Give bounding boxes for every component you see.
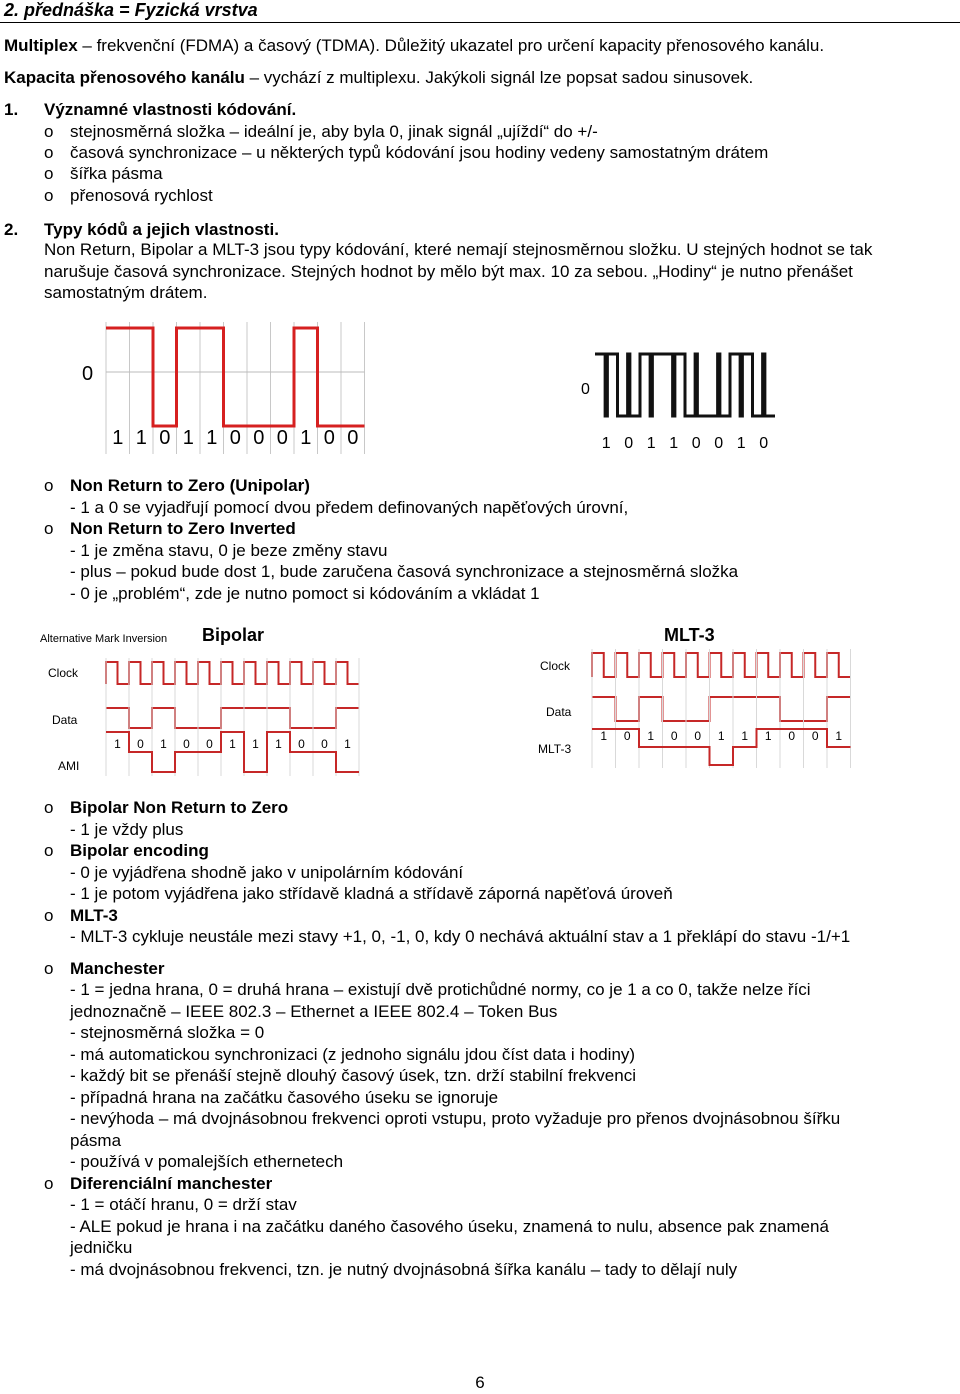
bullet-glyph: o bbox=[44, 186, 54, 205]
bit-label: 0 bbox=[159, 427, 171, 449]
section1-item: časová synchronizace – u některých typů kódování jsou hodiny vedeny samostatným drátem bbox=[70, 143, 769, 162]
section1-number: 1. bbox=[4, 100, 19, 119]
code-line: - 1 a 0 se vyjadřují pomocí dvou předem definovaných napěťových úrovní, bbox=[70, 497, 629, 517]
bullet-glyph: o bbox=[44, 519, 54, 538]
bit-label: 0 bbox=[276, 427, 288, 449]
code-line: jedničku bbox=[70, 1238, 133, 1257]
bit-label: 1 bbox=[182, 427, 194, 449]
bit-label: 0 bbox=[253, 427, 265, 449]
bit-label: 0 bbox=[691, 435, 701, 452]
intro-line1-text: – frekvenční (FDMA) a časový (TDMA). Důležitý ukazatel pro určení kapacity přenosového kanálu. bbox=[77, 36, 825, 55]
bullet-glyph: o bbox=[44, 841, 54, 860]
data-row-label: Data bbox=[52, 713, 78, 727]
bullet-glyph: o bbox=[44, 958, 54, 978]
bullet-glyph: o bbox=[44, 143, 54, 162]
nrzi-waveform-figure bbox=[575, 346, 800, 456]
bullet-glyph: o bbox=[44, 122, 54, 141]
bit-label: 1 bbox=[601, 435, 611, 452]
section2-title: Typy kódů a jejich vlastnosti. bbox=[44, 220, 279, 239]
term-multiplex: Multiplex bbox=[4, 36, 78, 55]
data-signal bbox=[592, 697, 851, 721]
bullet-glyph: o bbox=[44, 905, 54, 925]
section2-line: samostatným drátem. bbox=[44, 283, 208, 302]
clock-row-label: Clock bbox=[48, 666, 79, 680]
mlt3-row-label: MLT-3 bbox=[538, 742, 572, 756]
bit-label: 0 bbox=[694, 729, 702, 743]
bullet-glyph: o bbox=[44, 476, 54, 495]
bit-label: 0 bbox=[183, 737, 190, 751]
bit-label: 1 bbox=[646, 435, 656, 452]
bit-label: 1 bbox=[252, 737, 259, 751]
bit-label: 0 bbox=[321, 737, 328, 751]
bit-label: 1 bbox=[717, 729, 725, 743]
code-title: Non Return to Zero Inverted bbox=[70, 519, 296, 538]
ami-waveform-figure bbox=[36, 628, 396, 778]
bit-label: 1 bbox=[160, 737, 167, 751]
mlt3-waveform-figure bbox=[530, 645, 880, 770]
code-title: Bipolar encoding bbox=[70, 841, 209, 860]
code-title: Diferenciální manchester bbox=[70, 1173, 273, 1193]
bit-label: 1 bbox=[736, 435, 746, 452]
zero-level-label: 0 bbox=[581, 381, 590, 398]
ami-subtitle: Alternative Mark Inversion bbox=[40, 633, 168, 645]
code-line: jednoznačně – IEEE 802.3 – Ethernet a IEEE 802.4 – Token Bus bbox=[70, 1001, 558, 1021]
nrz-waveform-figure bbox=[78, 318, 370, 458]
bit-label: 1 bbox=[600, 729, 608, 743]
bit-label: 0 bbox=[347, 427, 359, 449]
ami-row-label: AMI bbox=[58, 759, 80, 773]
page-title: 2. přednáška = Fyzická vrstva bbox=[4, 0, 258, 20]
page-number: 6 bbox=[475, 1373, 485, 1392]
bullet-glyph: o bbox=[44, 1173, 54, 1193]
clock-signal bbox=[106, 662, 359, 684]
bit-label: 0 bbox=[811, 729, 819, 743]
clock-signal bbox=[592, 653, 851, 677]
data-row-label: Data bbox=[546, 705, 572, 719]
code-line: - MLT-3 cykluje neustále mezi stavy +1, 0, -1, 0, kdy 0 nechává aktuální stav a 1 překlápí do stavu -1/+1 bbox=[70, 927, 851, 946]
zero-level-label: 0 bbox=[82, 363, 94, 385]
mlt3-caption: MLT-3 bbox=[664, 625, 715, 645]
bit-label: 0 bbox=[323, 427, 335, 449]
code-title: Non Return to Zero (Unipolar) bbox=[70, 476, 310, 495]
bit-label: 1 bbox=[741, 729, 749, 743]
section1-item: stejnosměrná složka – ideální je, aby byla 0, jinak signál „ujíždí“ do +/- bbox=[70, 122, 598, 141]
code-line: - stejnosměrná složka = 0 bbox=[70, 1023, 265, 1042]
intro-line-capacity bbox=[4, 67, 753, 89]
bit-label: 1 bbox=[114, 737, 121, 751]
code-title: Bipolar Non Return to Zero bbox=[70, 798, 289, 817]
bit-label: 0 bbox=[759, 435, 769, 452]
code-line: - má automatickou synchronizaci (z jednoho signálu jdou číst data i hodiny) bbox=[70, 1044, 636, 1064]
code-line: - 1 = otáčí hranu, 0 = drží stav bbox=[70, 1195, 297, 1214]
bit-label: 0 bbox=[298, 737, 305, 751]
bullet-glyph: o bbox=[44, 164, 54, 183]
code-line: - 0 je vyjádřena shodně jako v unipolárním kódování bbox=[70, 862, 464, 882]
bit-label: 1 bbox=[669, 435, 679, 452]
code-line: - případná hrana na začátku časového úseku se ignoruje bbox=[70, 1087, 499, 1107]
term-capacity: Kapacita přenosového kanálu bbox=[4, 68, 245, 87]
bit-label: 0 bbox=[670, 729, 678, 743]
bit-label: 1 bbox=[229, 737, 236, 751]
code-line: - 1 je změna stavu, 0 je beze změny stavu bbox=[70, 540, 388, 560]
code-line: - nevýhoda – má dvojnásobnou frekvenci oproti vstupu, proto vyžaduje pro přenos dvojnásobnou šířku bbox=[70, 1109, 841, 1128]
bit-label: 0 bbox=[229, 427, 241, 449]
code-line: - ALE pokud je hrana i na začátku daného časového úseku, znamená to nulu, absence pak znamená bbox=[70, 1216, 829, 1236]
code-line: pásma bbox=[70, 1130, 122, 1150]
section2-line: Non Return, Bipolar a MLT-3 jsou typy kódování, které nemají stejnosměrnou složku. U stejných hodnot se tak bbox=[44, 240, 873, 259]
code-title: MLT-3 bbox=[70, 905, 118, 925]
bullet-glyph: o bbox=[44, 798, 54, 817]
bit-label: 1 bbox=[300, 427, 312, 449]
bit-label: 1 bbox=[275, 737, 282, 751]
code-line: - 1 = jedna hrana, 0 = druhá hrana – existují dvě protichůdné normy, co je 1 a co 0, takže nelze říci bbox=[70, 980, 811, 999]
bit-label: 0 bbox=[714, 435, 724, 452]
bit-label: 0 bbox=[624, 435, 634, 452]
bit-label: 1 bbox=[835, 729, 843, 743]
bit-label: 1 bbox=[764, 729, 772, 743]
bit-label: 0 bbox=[623, 729, 631, 743]
code-title: Manchester bbox=[70, 958, 165, 978]
code-line: - 1 je vždy plus bbox=[70, 819, 184, 839]
bit-label: 1 bbox=[135, 427, 147, 449]
section1-item: přenosová rychlost bbox=[70, 186, 213, 205]
title-rule bbox=[0, 22, 960, 23]
bit-label: 1 bbox=[344, 737, 351, 751]
intro-line-multiplex bbox=[4, 35, 824, 57]
code-line: - plus – pokud bude dost 1, bude zaručena časová synchronizace a stejnosměrná složka bbox=[70, 562, 739, 581]
code-line: - 0 je „problém“, zde je nutno pomoct si kódováním a vkládat 1 bbox=[70, 583, 540, 603]
bit-label: 1 bbox=[647, 729, 655, 743]
nrzi-signal bbox=[595, 354, 775, 416]
section2-line: narušuje časová synchronizace. Stejných hodnot by mělo být max. 10 za sebou. „Hodiny“ je nutno přenášet bbox=[44, 262, 853, 281]
clock-row-label: Clock bbox=[540, 659, 571, 673]
section2-number: 2. bbox=[4, 220, 19, 239]
bit-label: 0 bbox=[206, 737, 213, 751]
bit-label: 0 bbox=[788, 729, 796, 743]
code-line: - každý bit se přenáší stejně dlouhý časový úsek, tzn. drží stabilní frekvenci bbox=[70, 1066, 636, 1085]
code-line: - používá v pomalejších ethernetech bbox=[70, 1152, 344, 1171]
bipolar-caption: Bipolar bbox=[202, 625, 265, 645]
bit-label: 1 bbox=[112, 427, 124, 449]
intro-line2-text: – vychází z multiplexu. Jakýkoli signál lze popsat sadou sinusovek. bbox=[244, 68, 754, 87]
nrz-signal bbox=[106, 328, 365, 426]
section1-title: Významné vlastnosti kódování. bbox=[44, 100, 297, 119]
data-signal bbox=[106, 708, 359, 728]
bit-label: 0 bbox=[137, 737, 144, 751]
bit-label: 1 bbox=[206, 427, 218, 449]
code-line: - má dvojnásobnou frekvenci, tzn. je nutný dvojnásobná šířka kanálu – tady to dělají nuly bbox=[70, 1259, 738, 1279]
code-line: - 1 je potom vyjádřena jako střídavě kladná a střídavě záporná napěťová úroveň bbox=[70, 884, 673, 903]
section1-item: šířka pásma bbox=[70, 164, 163, 183]
